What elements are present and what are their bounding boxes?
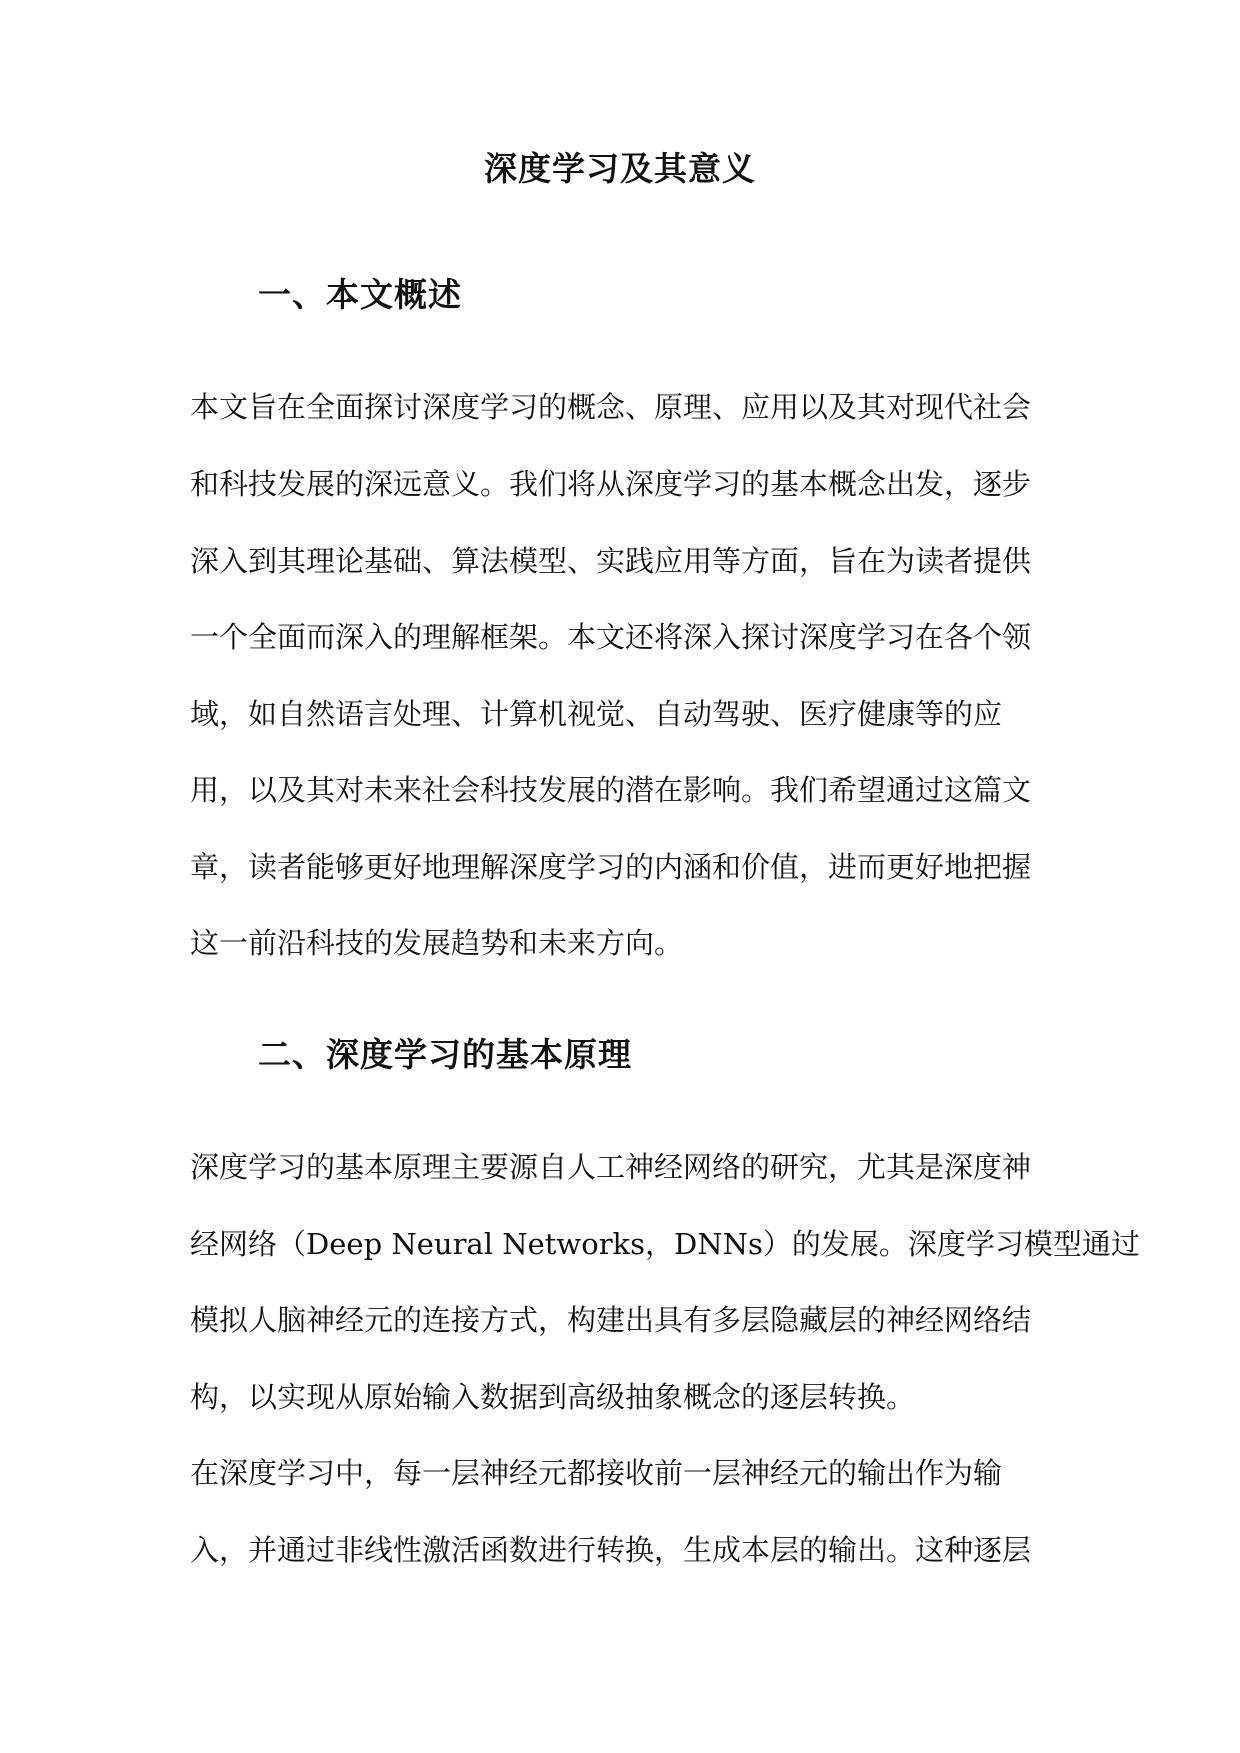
paragraph-line: 入，并通过非线性激活函数进行转换，生成本层的输出。这种逐层 xyxy=(190,1533,1032,1567)
paragraph-line: 和科技发展的深远意义。我们将从深度学习的基本概念出发，逐步 xyxy=(190,467,1032,501)
paragraph-line: 一个全面而深入的理解框架。本文还将深入探讨深度学习在各个领 xyxy=(190,620,1032,654)
paragraph-line: 经网络（Deep Neural Networks，DNNs）的发展。深度学习模型通过 xyxy=(190,1227,1140,1261)
paragraph-line: 域，如自然语言处理、计算机视觉、自动驾驶、医疗健康等的应 xyxy=(190,697,1003,731)
paragraph-line: 章，读者能够更好地理解深度学习的内涵和价值，进而更好地把握 xyxy=(190,850,1032,884)
section-heading-overview: 一、本文概述 xyxy=(258,275,462,314)
paragraph-line: 构，以实现从原始输入数据到高级抽象概念的逐层转换。 xyxy=(190,1380,916,1414)
paragraph-line: 在深度学习中，每一层神经元都接收前一层神经元的输出作为输 xyxy=(190,1456,1003,1490)
document-title: 深度学习及其意义 xyxy=(484,149,756,188)
paragraph-line: 深入到其理论基础、算法模型、实践应用等方面，旨在为读者提供 xyxy=(190,544,1032,578)
section-heading-principles: 二、深度学习的基本原理 xyxy=(258,1035,632,1074)
paragraph-line: 模拟人脑神经元的连接方式，构建出具有多层隐藏层的神经网络结 xyxy=(190,1303,1032,1337)
paragraph-line: 深度学习的基本原理主要源自人工神经网络的研究，尤其是深度神 xyxy=(190,1150,1032,1184)
paragraph-line: 这一前沿科技的发展趋势和未来方向。 xyxy=(190,926,684,960)
paragraph-line: 用，以及其对未来社会科技发展的潜在影响。我们希望通过这篇文 xyxy=(190,773,1032,807)
paragraph-line: 本文旨在全面探讨深度学习的概念、原理、应用以及其对现代社会 xyxy=(190,390,1032,424)
